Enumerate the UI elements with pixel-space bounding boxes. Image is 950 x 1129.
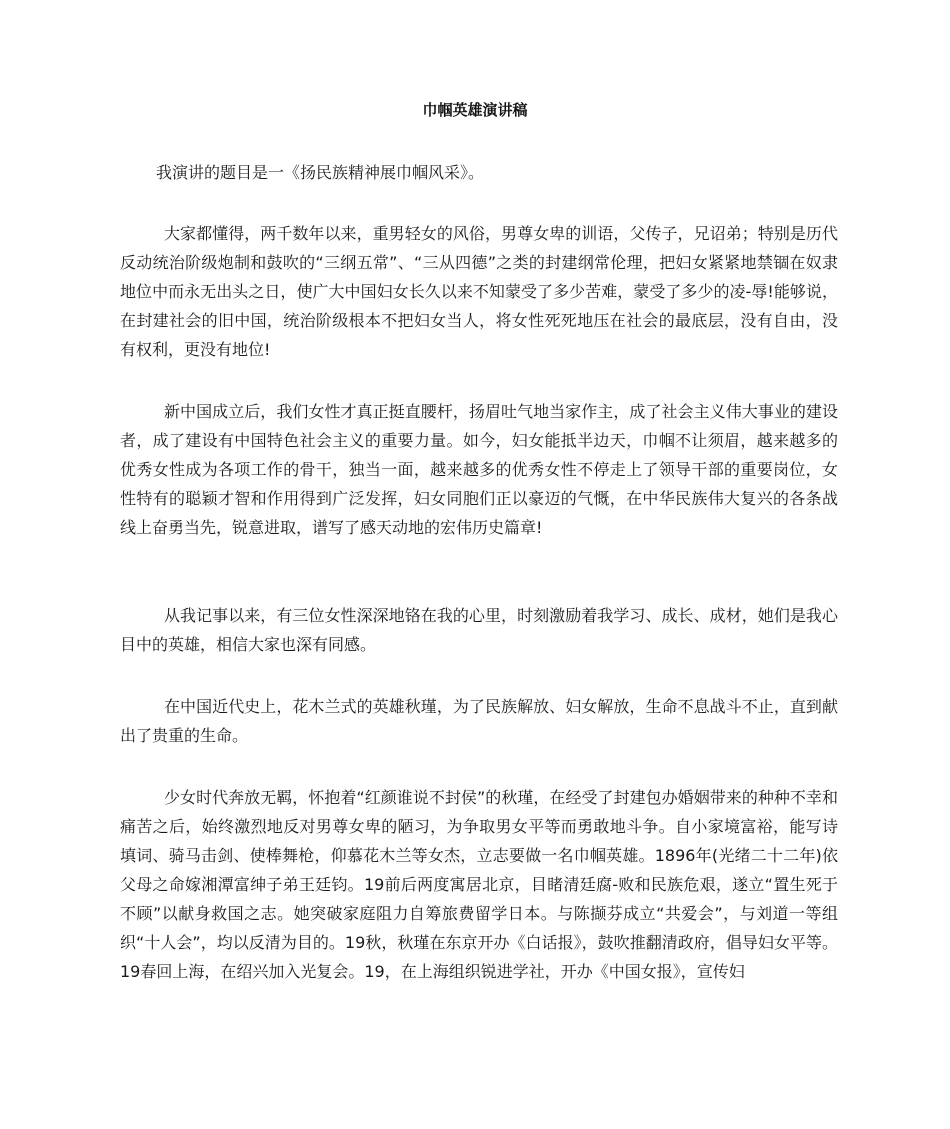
paragraph-new-china: 新中国成立后，我们女性才真正挺直腰杆，扬眉吐气地当家作主，成了社会主义伟大事业的建设者，成了建设有中国特色社会主义的重要力量。如今，妇女能抵半边天，巾帼不让须眉，越来越多的优秀女性成为各项工作的骨干，独当一面，越来越多的优秀女性不停走上了领导干部的重要岗位，女性特有的聪颖才智和作用得到广泛发挥，妇女同胞们正以豪迈的气慨，在中华民族伟大复兴的各条战线上奋勇当先，锐意进取，谱写了感天动地的宏伟历史篇章! — [120, 402, 838, 537]
paragraph-speech-topic: 我演讲的题目是一《扬民族精神展巾帼风采》。 — [156, 163, 485, 182]
paragraph-feudal-oppression: 大家都懂得，两千数年以来，重男轻女的风俗，男尊女卑的训语，父传子，兄诏弟；特别是历代反动统治阶级炮制和鼓吹的“三纲五常”、“三从四德”之类的封建纲常伦理，把妇女紧紧地禁锢在奴隶地位中而永无出头之日，使广大中国妇女长久以来不知蒙受了多少苦难，蒙受了多少的凌-辱!能够说，在封建社会的旧中国，统治阶级根本不把妇女当人，将女性死死地压在社会的最底层，没有自由，没有权利，更没有地位! — [120, 224, 838, 359]
paragraph-three-women: 从我记事以来，有三位女性深深地铬在我的心里，时刻激励着我学习、成长、成材，她们是我心目中的英雄，相信大家也深有同感。 — [120, 606, 838, 654]
paragraph-qiu-jin-life: 少女时代奔放无羁，怀抱着“红颜谁说不封侯”的秋瑾，在经受了封建包办婚姻带来的种种不幸和痛苦之后，始终激烈地反对男尊女卑的陋习，为争取男女平等而勇敢地斗争。自小家境富裕，能写诗填词、骑马击剑、使棒舞枪，仰慕花木兰等女杰，立志要做一名巾帼英雄。1896年(光绪二十二年)依父母之命嫁湘潭富绅子弟王廷钧。19前后两度寓居北京，目睹清廷腐-败和民族危艰，遂立“置生死于不顾”以献身救国之志。她突破家庭阻力自筹旅费留学日本。与陈撷芬成立“共爱会”，与刘道一等组织“十人会”，均以反清为目的。19秋，秋瑾在东京开办《白话报》，鼓吹推翻清政府，倡导妇女平等。19春回上海，在绍兴加入光复会。19，在上海组织锐进学社，开办《中国女报》，宣传妇 — [120, 788, 838, 981]
document-title: 巾帼英雄演讲稿 — [422, 101, 528, 119]
paragraph-qiu-jin-intro: 在中国近代史上，花木兰式的英雄秋瑾，为了民族解放、妇女解放，生命不息战斗不止，直到献出了贵重的生命。 — [120, 697, 838, 745]
